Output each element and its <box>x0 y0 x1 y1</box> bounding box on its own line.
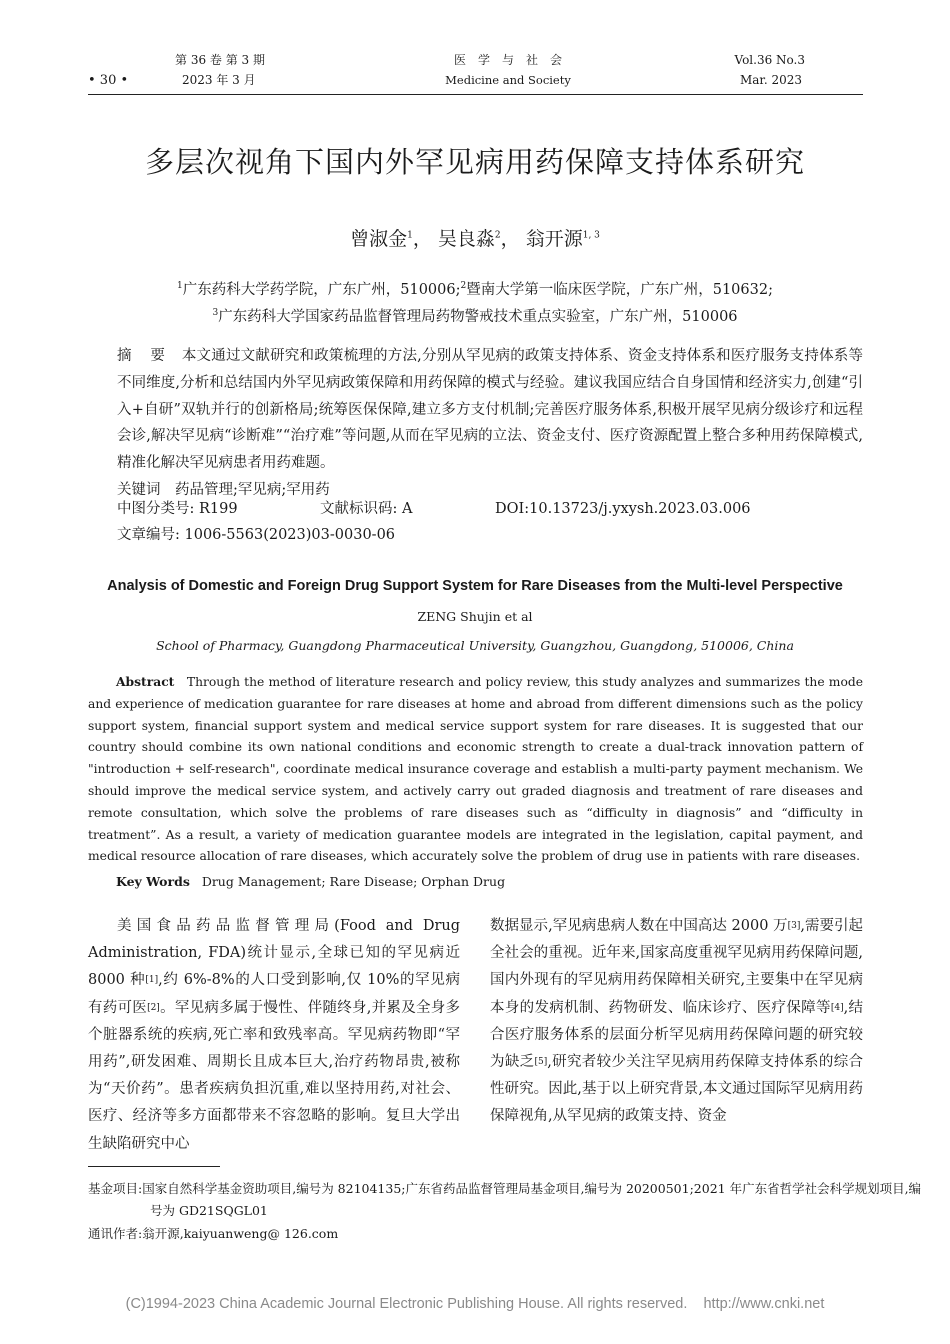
body-text: 。罕见病多属于慢性、伴随终身,并累及全身多个脏器系统的疾病,死亡率和致残率高。罕见病药物即“罕用药”,研发困难、周期长且成本巨大,治疗药物昂贵,被称为“天价药”。患者疾病负担沉重,难以坚持用药,对社会、医疗、经济等多方面都带来不容忽略的影响。复旦大学出生缺陷研究中心 <box>88 999 460 1152</box>
volume-en: Vol.36 No.3 <box>734 53 805 67</box>
funding-footnote <box>88 1178 925 1222</box>
corresponding-label: 通讯作者: <box>88 1226 143 1241</box>
english-author: ZENG Shujin et al <box>417 609 533 624</box>
affil-mark: 2 <box>460 281 467 292</box>
footnote-rule <box>88 1166 220 1167</box>
journal-name-cn: 医 学 与 社 会 <box>453 53 562 67</box>
author-affil-mark: 2 <box>494 230 501 241</box>
citation-mark: [1] <box>145 975 159 986</box>
english-abstract-label: Abstract <box>116 674 175 689</box>
abstract-cn-text: 本文通过文献研究和政策梳理的方法,分别从罕见病的政策支持体系、资金支持体系和医疗服务支持体系等不同维度,分析和总结国内外罕见病政策保障和用药保障的模式与经验。建议我国应结合自身国情和经济实力,创建“引入+自研”双轨并行的创新格局;统筹医保保障,建立多方支付机制;完善医疗服务体系,积极开展罕见病分级诊疗和远程会诊,解决罕见病“诊断难”“治疗难”等问题,从而在罕见病的立法、资金支付、医疗资源配置上整合多种用药保障模式,精准化解决罕见病患者用药难题。 <box>117 348 864 472</box>
header-rule <box>88 94 863 95</box>
affil-mark: 3 <box>212 308 219 319</box>
page-number: • 30 • <box>88 73 129 88</box>
affiliation: 广东药科大学药学院，广东广州，510006; <box>182 282 461 298</box>
english-title: Analysis of Domestic and Foreign Drug Support System for Rare Diseases from the Multi-level Perspective <box>107 578 843 594</box>
body-left-column <box>88 913 460 1158</box>
english-abstract <box>88 671 863 868</box>
english-keywords-label: Key Words <box>116 874 190 889</box>
english-abstract-text: Through the method of literature research and policy review, this study analyzes and summarizes the mode and experience of medication guarantee for rare diseases at home and abroad from different dimensions such as the policy support system, financial support system and medical service support system for rare diseases. It is suggested that our country should combine its own national conditions and economic strength to create a dual-track innovation pattern of "introduction + self-research", coordinate medical insurance coverage and establish a multi-party payment mechanism. We should improve the medical service system, and actively carry out graded diagnosis and treatment of rare diseases and remote consultation, which solve the problems of rare diseases such as “difficulty in diagnosis” and “difficulty in treatment”. As a result, a variety of medication guarantee models are integrated in the legislation, capital payment, and medical resource allocation of rare diseases, which accurately solve the problem of drug use in patients with rare diseases. <box>88 675 863 864</box>
body-text: ,需要引起全社会的重视。近年来,国家高度重视罕见病用药保障问题,国内外现有的罕见病用药保障相关研究,主要集中在罕见病本身的发病机制、药物研发、临床诊疗、医疗保障等 <box>490 918 864 1016</box>
body-text: ,研究者较少关注罕见病用药保障支持体系的综合性研究。因此,基于以上研究背景,本文通过国际罕见病用药保障视角,从罕见病的政策支持、资金 <box>490 1054 864 1125</box>
journal-name-en: Medicine and Society <box>445 73 571 87</box>
english-keywords <box>116 872 505 892</box>
doc-code-label: 文献标识码: <box>320 501 398 517</box>
english-affiliation: School of Pharmacy, Guangdong Pharmaceutical University, Guangzhou, Guangdong, 510006, China <box>156 638 794 653</box>
affiliation: 暨南大学第一临床医学院，广东广州，510632; <box>466 282 773 298</box>
corresponding-author <box>88 1223 863 1245</box>
doc-code-value: A <box>402 501 413 517</box>
article-number-label: 文章编号: <box>117 527 180 543</box>
clc-label: 中图分类号: <box>117 501 195 517</box>
author-separator: ， <box>500 228 520 250</box>
english-keywords-text: Drug Management; Rare Disease; Orphan Drug <box>201 874 506 889</box>
clc-value: R199 <box>199 501 238 517</box>
author-affil-mark: 1 <box>407 230 413 241</box>
author-affil-mark: 1, 3 <box>582 230 600 241</box>
funding-text: 国家自然科学基金资助项目,编号为 82104135;广东省药品监督管理局基金项目,编号为 20200501;2021 年广东省哲学社会科学规划项目,编号为 GD21SQGL01 <box>142 1181 922 1218</box>
article-number-line <box>117 525 395 545</box>
author-separator: ， <box>412 228 432 250</box>
affiliation-line-2 <box>0 305 950 326</box>
abstract-cn <box>117 343 863 477</box>
citation-mark: [2] <box>147 1002 160 1013</box>
corresponding-text: 翁开源,kaiyuanweng@ 126.com <box>142 1226 339 1241</box>
volume-cn: 第 36 卷 第 3 期 <box>175 53 265 67</box>
citation-mark: [3] <box>787 921 801 931</box>
author-name: 曾淑金 <box>350 228 408 250</box>
affil-mark: 1 <box>177 281 183 292</box>
body-text: 美国食品药品监督管理局(Food and Drug Administration, FDA)统计显示,全球已知的罕见病近 8000 种 <box>88 918 460 989</box>
abstract-cn-label: 摘 要 <box>117 348 168 364</box>
citation-mark: [5] <box>534 1057 548 1068</box>
doi <box>495 499 751 519</box>
body-text: ,结合医疗服务体系的层面分析罕见病用药保障问题的研究较为缺乏 <box>490 999 864 1071</box>
citation-mark: [4] <box>830 1002 844 1013</box>
doc-code <box>320 499 412 519</box>
affiliation-line-1 <box>0 278 950 299</box>
funding-label: 基金项目: <box>88 1181 143 1196</box>
date-en: Mar. 2023 <box>739 73 802 87</box>
author-list <box>0 224 950 251</box>
body-text: 数据显示,罕见病患病人数在中国高达 2000 万 <box>490 918 788 934</box>
doi-value: 10.13723/j.yxysh.2023.03.006 <box>529 501 751 517</box>
body-right-column <box>490 913 863 1131</box>
doi-label: DOI: <box>495 501 530 517</box>
body-text: ,约 6%-8%的人口受到影响,仅 10%的罕见病有药可医 <box>88 972 460 1016</box>
cnki-watermark: (C)1994-2023 China Academic Journal Electronic Publishing House. All rights reserved. http://www.cnki.net <box>125 1296 825 1312</box>
keywords-cn-text: 药品管理;罕见病;罕用药 <box>175 482 330 498</box>
author-name: 吴良淼 <box>437 228 495 250</box>
date-cn: 2023 年 3 月 <box>182 73 256 87</box>
author-name: 翁开源 <box>525 228 583 250</box>
article-number-value: 1006-5563(2023)03-0030-06 <box>184 527 396 543</box>
keywords-cn-label: 关键词 <box>117 482 161 498</box>
classification-line <box>117 499 863 519</box>
article-title: 多层次视角下国内外罕见病用药保障支持体系研究 <box>144 145 805 179</box>
affiliation: 广东药科大学国家药品监督管理局药物警戒技术重点实验室，广东广州，510006 <box>218 309 738 325</box>
